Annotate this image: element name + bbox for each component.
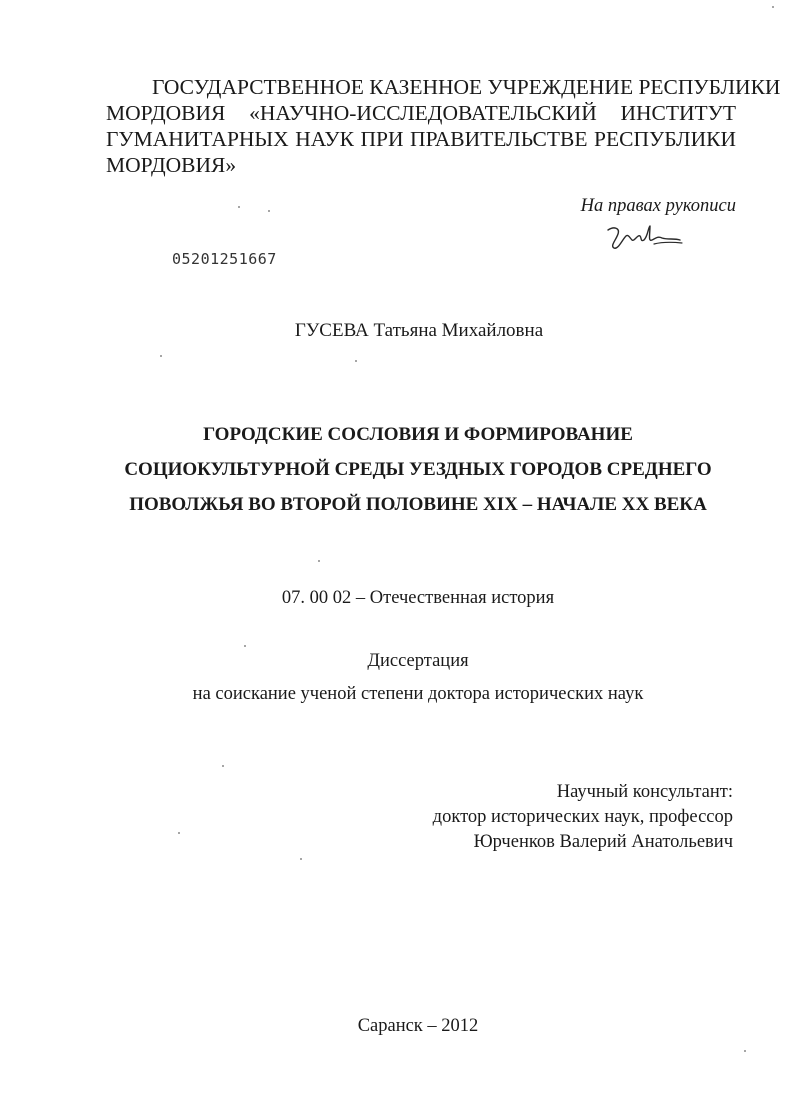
scan-speck (744, 1050, 746, 1052)
scientific-consultant (433, 780, 733, 855)
scan-speck (222, 765, 224, 767)
scan-speck (268, 210, 270, 212)
scan-speck (300, 858, 302, 860)
title-line: СОЦИОКУЛЬТУРНОЙ СРЕДЫ УЕЗДНЫХ ГОРОДОВ СРЕДНЕГО (124, 459, 712, 480)
author-given-names: Татьяна Михайловна (373, 320, 544, 341)
institution-header (106, 74, 781, 178)
document-type: Диссертация (367, 651, 469, 671)
dissertation-title (60, 417, 776, 522)
signature-icon (604, 222, 684, 252)
scan-speck (160, 355, 162, 357)
consultant-name: Юрченков Валерий Анатольевич (473, 832, 733, 852)
manuscript-rights-note: На правах рукописи (580, 196, 736, 216)
specialty-code: 07. 00 02 – Отечественная история (281, 588, 555, 608)
city-year: Саранск – 2012 (357, 1016, 479, 1036)
scan-speck (244, 645, 246, 647)
scan-speck (178, 832, 180, 834)
scan-speck (238, 206, 240, 208)
title-line: ПОВОЛЖЬЯ ВО ВТОРОЙ ПОЛОВИНЕ XIX – НАЧАЛЕ XX ВЕКА (129, 494, 707, 515)
consultant-credentials: доктор исторических наук, профессор (432, 807, 733, 827)
institution-line: ГОСУДАРСТВЕННОЕ КАЗЕННОЕ УЧРЕЖДЕНИЕ РЕСПУБЛИКИ (152, 75, 781, 99)
degree-statement: на соискание ученой степени доктора исторических наук (192, 684, 644, 704)
archive-number: 05201251667 (172, 250, 277, 268)
scan-speck (355, 360, 357, 362)
scan-speck (318, 560, 320, 562)
consultant-label: Научный консультант: (556, 782, 733, 802)
institution-line: ГУМАНИТАРНЫХ НАУК ПРИ ПРАВИТЕЛЬСТВЕ РЕСПУБЛИКИ (106, 127, 736, 151)
scan-speck (772, 6, 774, 8)
author-name (0, 320, 796, 342)
institution-line: МОРДОВИЯ «НАУЧНО-ИССЛЕДОВАТЕЛЬСКИЙ ИНСТИТУТ (106, 101, 736, 125)
title-line: ГОРОДСКИЕ СОСЛОВИЯ И ФОРМИРОВАНИЕ (203, 424, 633, 445)
institution-line: МОРДОВИЯ» (106, 153, 237, 177)
author-surname: ГУСЕВА (294, 320, 369, 341)
